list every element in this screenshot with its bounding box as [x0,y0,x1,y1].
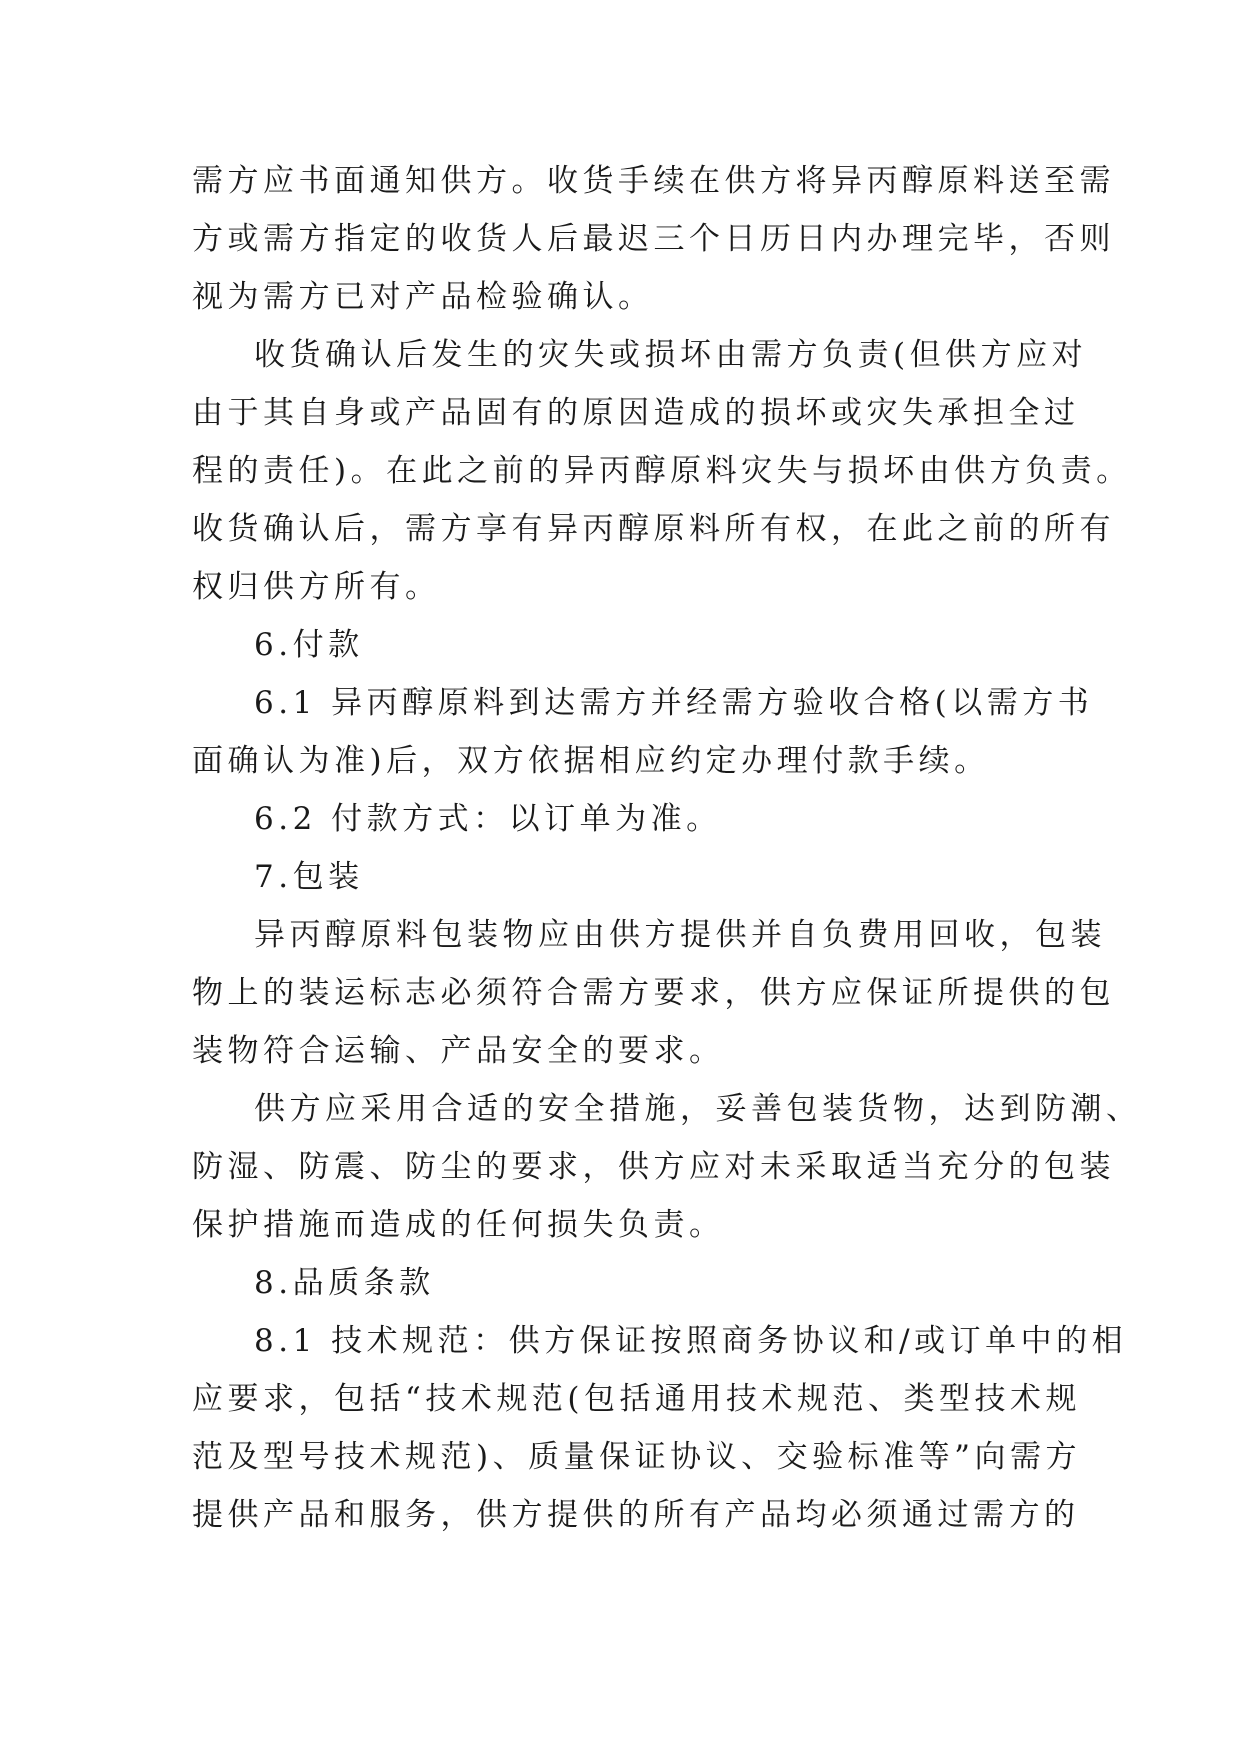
text-line: 收货确认后，需方享有异丙醇原料所有权，在此之前的所有 [192,511,1115,547]
section-heading-quality: 8.品质条款 [254,1265,435,1301]
text-line: 提供产品和服务，供方提供的所有产品均必须通过需方的 [192,1497,1080,1533]
document-body [192,152,1142,1544]
text-line: 物上的装运标志必须符合需方要求，供方应保证所提供的包 [192,975,1115,1011]
clause-6-1 [192,674,1094,790]
section-heading-packaging: 7.包装 [254,859,364,895]
paragraph-packaging-supply [192,906,1115,1080]
text-line: 方或需方指定的收货人后最迟三个日历日内办理完毕，否则 [192,221,1115,257]
section-heading-payment: 6.付款 [254,627,364,663]
text-line: 供方应采用合适的安全措施，妥善包装货物，达到防潮、 [254,1091,1142,1127]
text-line: 保护措施而造成的任何损失负责。 [192,1207,725,1243]
text-line: 范及型号技术规范)、质量保证协议、交验标准等”向需方 [192,1439,1081,1475]
text-line: 收货确认后发生的灾失或损坏由需方负责(但供方应对 [254,337,1088,373]
clause-6-2: 6.2 付款方式：以订单为准。 [254,801,722,837]
text-line: 面确认为准)后，双方依据相应约定办理付款手续。 [192,743,990,779]
text-line: 装物符合运输、产品安全的要求。 [192,1033,725,1069]
paragraph-risk-transfer [192,326,1132,616]
text-line: 异丙醇原料包装物应由供方提供并自负费用回收，包装 [254,917,1106,953]
text-line: 应要求，包括“技术规范(包括通用技术规范、类型技术规 [192,1381,1081,1417]
text-line: 视为需方已对产品检验确认。 [192,279,654,315]
text-line: 6.1 异丙醇原料到达需方并经需方验收合格(以需方书 [254,685,1094,721]
paragraph-packaging-protection [192,1080,1142,1254]
paragraph-receipt-procedure [192,152,1115,326]
text-line: 防湿、防震、防尘的要求，供方应对未采取适当充分的包装 [192,1149,1115,1185]
clause-8-1 [192,1312,1128,1544]
text-line: 程的责任)。在此之前的异丙醇原料灾失与损坏由供方负责。 [192,453,1132,489]
text-line: 权归供方所有。 [192,569,441,605]
text-line: 需方应书面通知供方。收货手续在供方将异丙醇原料送至需 [192,163,1115,199]
text-line: 8.1 技术规范：供方保证按照商务协议和/或订单中的相 [254,1323,1128,1359]
text-line: 由于其自身或产品固有的原因造成的损坏或灾失承担全过 [192,395,1080,431]
